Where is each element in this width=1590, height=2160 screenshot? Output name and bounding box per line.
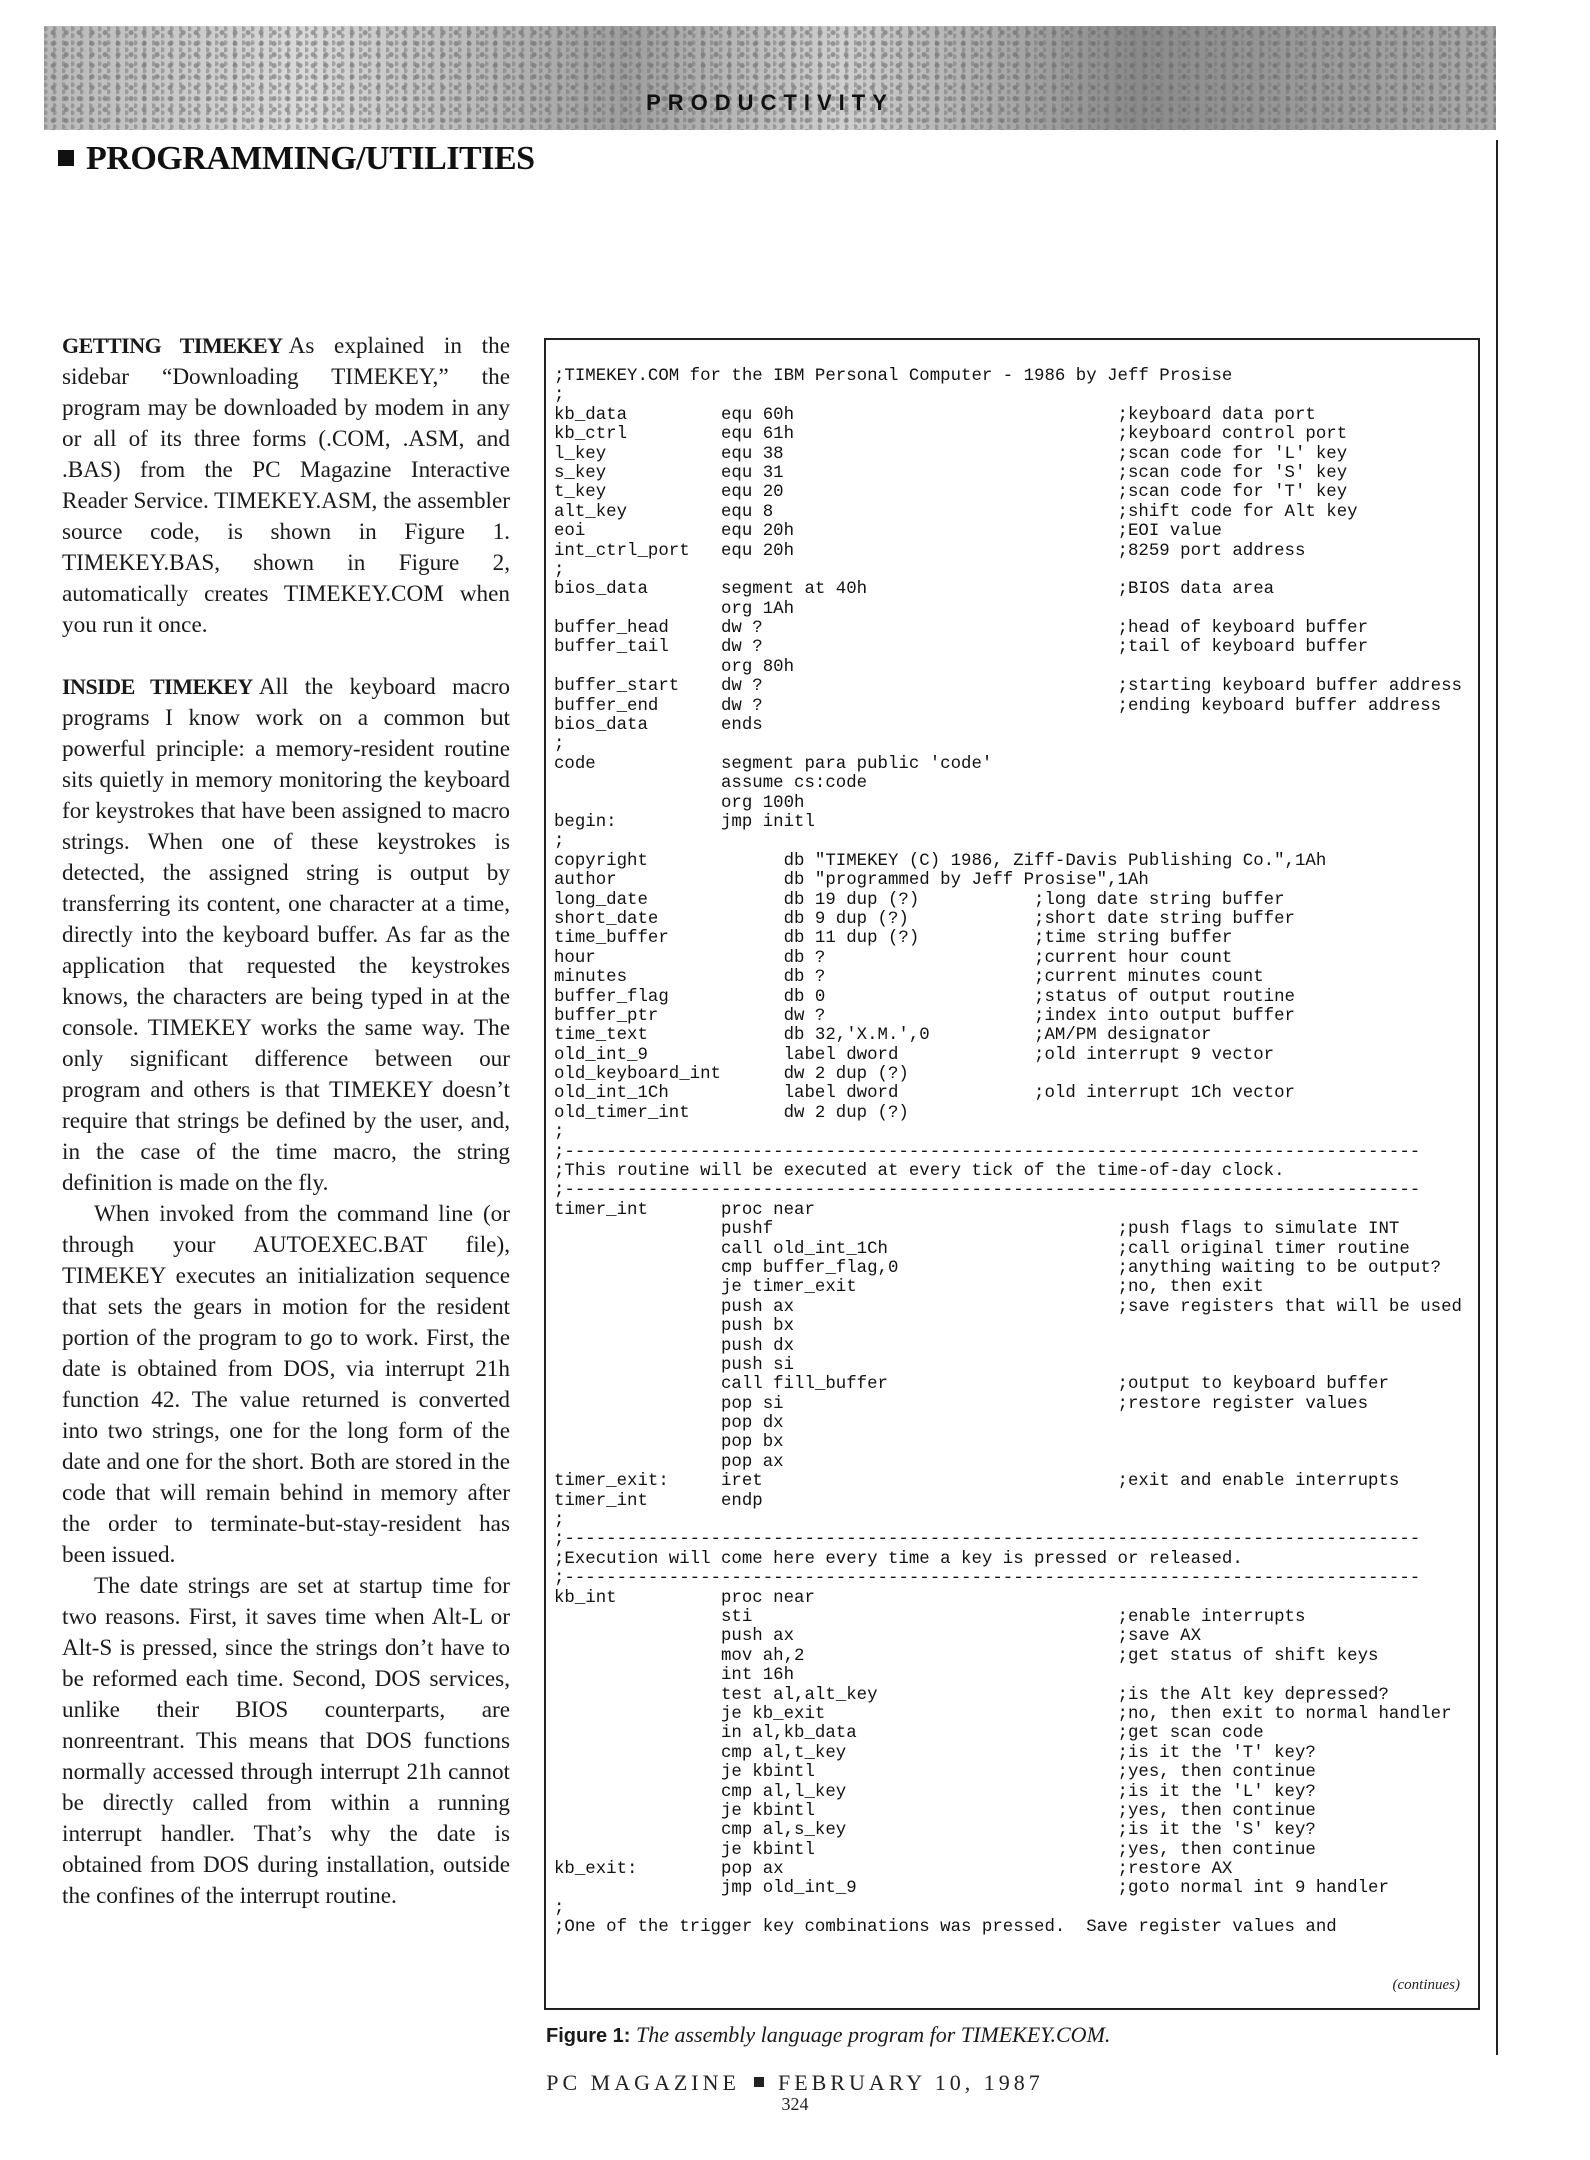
code-line: kb_ctrl equ 61h ;keyboard control port <box>554 425 1348 445</box>
code-line: kb_exit: pop ax ;restore AX <box>554 1860 1233 1880</box>
page-footer <box>0 2070 1590 2096</box>
paragraph-text: The date strings are set at startup time for two reasons. First, it saves time when Alt-L or Alt-S is pressed, since the strings don’t have to be reformed each time. Second, DOS services, unlike their BIOS counterparts, are nonreentrant. This means that DOS functions normally accessed through interrupt 21h cannot be directly called from within a running interrupt handler. That’s why the date is obtained from DOS during installation, outside the confines of the interrupt routine. <box>62 1573 510 1909</box>
code-line: timer_int endp <box>554 1491 763 1511</box>
code-line: org 80h <box>554 657 795 677</box>
code-line: author db "programmed by Jeff Prosise",1Ah <box>554 871 1149 891</box>
code-line: ;---------------------------------------------------------------------------------- <box>554 1569 1421 1589</box>
article-column <box>62 330 510 1912</box>
code-line: ; <box>554 832 565 852</box>
code-line: je kb_exit ;no, then exit to normal handler <box>554 1704 1452 1724</box>
code-line: time_text db 32,'X.M.',0 ;AM/PM designator <box>554 1026 1212 1046</box>
code-line: pop bx <box>554 1433 784 1453</box>
figure-caption <box>546 2022 1110 2048</box>
issue-date: FEBRUARY 10, 1987 <box>777 2070 1044 2095</box>
code-line: mov ah,2 ;get status of shift keys <box>554 1646 1379 1666</box>
code-line: push ax ;save registers that will be used <box>554 1297 1462 1317</box>
code-line: minutes db ? ;current minutes count <box>554 968 1264 988</box>
code-line: int_ctrl_port equ 20h ;8259 port address <box>554 541 1306 561</box>
code-line: je timer_exit ;no, then exit <box>554 1278 1264 1298</box>
paragraph-text: When invoked from the command line (or through your AUTOEXEC.BAT file), TIMEKEY executes an initialization sequence that sets the gears in motion for the resident portion of the program to go to work. First, the date is obtained from DOS, via interrupt 21h function 42. The value returned is converted into two strings, one for the long form of the date and one for the short. Both are stored in the code that will remain behind in memory after the order to terminate-but-stay-resident has been issued. <box>62 1201 510 1568</box>
code-line: int 16h <box>554 1666 795 1686</box>
code-line: sti ;enable interrupts <box>554 1608 1306 1627</box>
code-line: pushf ;push flags to simulate INT <box>554 1220 1400 1240</box>
code-line: buffer_flag db 0 ;status of output routine <box>554 987 1295 1007</box>
code-line: s_key equ 31 ;scan code for 'S' key <box>554 463 1348 483</box>
paragraph-text: As explained in the sidebar “Downloading TIMEKEY,” the program may be downloaded by modem in any or all of its three forms (.COM, .ASM, and .BAS) from the PC Magazine Interactive Reader Service. TIMEKEY.ASM, the assembler source code, is shown in Figure 1. TIMEKEY.BAS, shown in Figure 2, automatically creates TIMEKEY.COM when you run it once. <box>62 333 510 638</box>
code-line: short_date db 9 dup (?) ;short date string buffer <box>554 909 1295 929</box>
page-number: 324 <box>781 2094 809 2114</box>
code-line: je kbintl ;yes, then continue <box>554 1801 1316 1821</box>
code-line: alt_key equ 8 ;shift code for Alt key <box>554 502 1358 522</box>
code-line: call old_int_1Ch ;call original timer routine <box>554 1239 1410 1259</box>
code-line: push ax ;save AX <box>554 1627 1202 1647</box>
article-paragraph <box>62 671 510 1199</box>
code-line: cmp al,l_key ;is it the 'L' key? <box>554 1782 1316 1802</box>
code-line: l_key equ 38 ;scan code for 'L' key <box>554 444 1348 464</box>
code-line: ;---------------------------------------------------------------------------------- <box>554 1181 1421 1201</box>
header-banner <box>44 26 1496 130</box>
code-line: code segment para public 'code' <box>554 754 993 774</box>
code-line: buffer_head dw ? ;head of keyboard buffer <box>554 619 1369 639</box>
code-line: ; <box>554 1123 565 1143</box>
code-line: old_int_9 label dword ;old interrupt 9 vector <box>554 1045 1275 1065</box>
caption-text: The assembly language program for TIMEKEY.COM. <box>635 2022 1111 2047</box>
code-line: cmp al,t_key ;is it the 'T' key? <box>554 1743 1316 1763</box>
code-line: eoi equ 20h ;EOI value <box>554 522 1222 542</box>
code-line: ;Execution will come here every time a key is pressed or released. <box>554 1549 1243 1569</box>
code-line: begin: jmp initl <box>554 812 815 832</box>
caption-label: Figure 1: <box>546 2025 631 2047</box>
code-line: ; <box>554 1898 565 1918</box>
article-paragraph <box>62 1571 510 1912</box>
banner-label: PRODUCTIVITY <box>646 90 894 115</box>
code-line: org 100h <box>554 793 805 813</box>
right-column-rule <box>1496 140 1498 2055</box>
code-line: jmp old_int_9 ;goto normal int 9 handler <box>554 1879 1389 1899</box>
code-line: pop dx <box>554 1414 784 1434</box>
code-line: pop ax <box>554 1452 784 1472</box>
code-line: org 1Ah <box>554 599 795 619</box>
footer-square-icon <box>754 2077 764 2087</box>
code-line: long_date db 19 dup (?) ;long date string buffer <box>554 890 1285 910</box>
code-line: old_keyboard_int dw 2 dup (?) <box>554 1065 909 1085</box>
code-line: buffer_end dw ? ;ending keyboard buffer address <box>554 696 1442 716</box>
code-line: in al,kb_data ;get scan code <box>554 1724 1264 1744</box>
code-line: push si <box>554 1355 795 1375</box>
code-line: buffer_tail dw ? ;tail of keyboard buffer <box>554 638 1369 658</box>
code-line: bios_data segment at 40h ;BIOS data area <box>554 580 1275 600</box>
code-line: buffer_ptr dw ? ;index into output buffer <box>554 1006 1295 1026</box>
code-line: bios_data ends <box>554 716 763 736</box>
code-line: ; <box>554 1511 565 1531</box>
code-line: ;---------------------------------------------------------------------------------- <box>554 1142 1421 1162</box>
code-line: t_key equ 20 ;scan code for 'T' key <box>554 483 1348 503</box>
code-line: je kbintl ;yes, then continue <box>554 1763 1316 1783</box>
code-line: buffer_start dw ? ;starting keyboard buffer address <box>554 677 1462 697</box>
code-line: push bx <box>554 1317 795 1337</box>
code-line: je kbintl ;yes, then continue <box>554 1840 1316 1860</box>
section-title-text: PROGRAMMING/UTILITIES <box>86 140 535 177</box>
code-line: ; <box>554 560 565 580</box>
code-line: copyright db "TIMEKEY (C) 1986, Ziff-Davis Publishing Co.",1Ah <box>554 851 1327 871</box>
code-line: ; <box>554 386 565 406</box>
paragraph-text: All the keyboard macro programs I know work on a common but powerful principle: a memory-resident routine sits quietly in memory monitoring the keyboard for keystrokes that have been assigned to macro strings. When one of these keystrokes is detected, the assigned string is output by transferring its content, one character at a time, directly into the keyboard buffer. As far as the application that requested the keystrokes knows, the characters are being typed in at the console. TIMEKEY works the same way. The only significant difference between our program and others is that TIMEKEY doesn’t require that strings be defined by the user, and, in the case of the time macro, the string definition is made on the fly. <box>62 674 510 1196</box>
bullet-square-icon <box>58 150 74 166</box>
code-line: time_buffer db 11 dup (?) ;time string buffer <box>554 929 1233 949</box>
article-paragraph <box>62 330 510 641</box>
code-line: ;One of the trigger key combinations was pressed. Save register values and <box>554 1918 1337 1938</box>
continued-note: (continues) <box>1392 1977 1460 1993</box>
code-line: old_int_1Ch label dword ;old interrupt 1Ch vector <box>554 1084 1295 1104</box>
code-line: kb_data equ 60h ;keyboard data port <box>554 405 1316 425</box>
code-listing <box>554 367 1474 1938</box>
runin-heading: INSIDE TIMEKEY <box>62 674 253 699</box>
code-line: test al,alt_key ;is the Alt key depressed? <box>554 1685 1389 1705</box>
code-line: ;This routine will be executed at every tick of the time-of-day clock. <box>554 1162 1285 1182</box>
article-paragraph <box>62 1199 510 1571</box>
code-line: ; <box>554 735 565 755</box>
code-line: push dx <box>554 1336 795 1356</box>
code-line: hour db ? ;current hour count <box>554 948 1233 968</box>
code-line: pop si ;restore register values <box>554 1394 1369 1414</box>
code-line: assume cs:code <box>554 774 868 794</box>
code-line: timer_int proc near <box>554 1200 815 1220</box>
code-line: kb_int proc near <box>554 1588 815 1608</box>
code-line: old_timer_int dw 2 dup (?) <box>554 1103 909 1123</box>
code-line: timer_exit: iret ;exit and enable interrupts <box>554 1472 1400 1492</box>
magazine-name: PC MAGAZINE <box>546 2070 740 2095</box>
code-line: ;TIMEKEY.COM for the IBM Personal Computer - 1986 by Jeff Prosise <box>554 367 1233 386</box>
code-line: ;---------------------------------------------------------------------------------- <box>554 1530 1421 1550</box>
figure-1-box <box>544 338 1480 2010</box>
code-line: call fill_buffer ;output to keyboard buffer <box>554 1375 1389 1395</box>
code-line: cmp buffer_flag,0 ;anything waiting to be output? <box>554 1258 1442 1278</box>
section-title <box>58 140 535 178</box>
runin-heading: GETTING TIMEKEY <box>62 333 283 358</box>
code-line: cmp al,s_key ;is it the 'S' key? <box>554 1821 1316 1841</box>
